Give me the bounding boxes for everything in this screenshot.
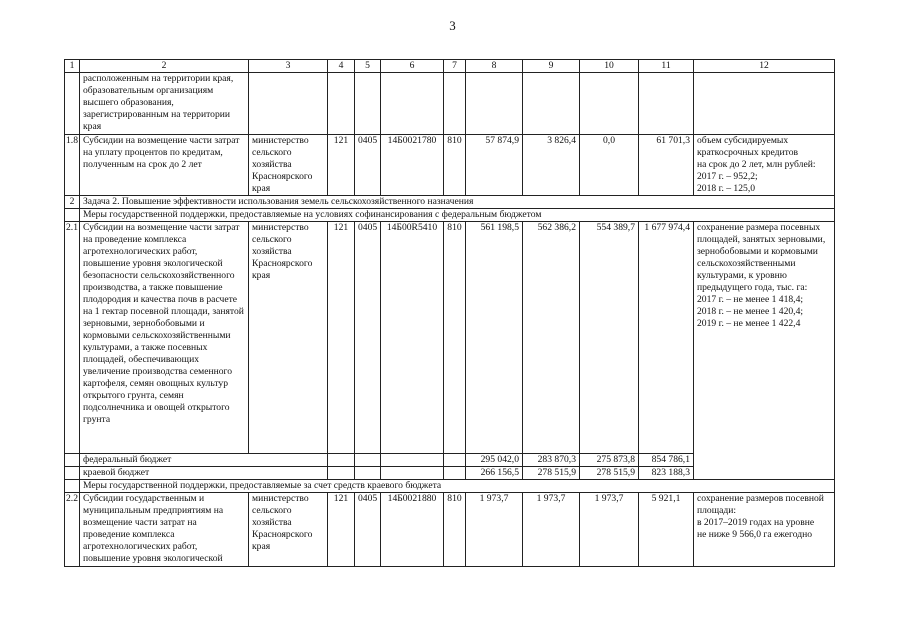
section-row (65, 209, 835, 222)
value-2019: 0,0 (580, 135, 639, 196)
value-total: 854 786,1 (639, 454, 694, 467)
value-2018: 278 515,9 (523, 467, 580, 480)
table-row (65, 135, 835, 196)
col-header: 3 (249, 60, 328, 73)
col-header: 2 (80, 60, 249, 73)
grbs-code: 121 (328, 222, 355, 454)
value-total: 823 188,3 (639, 467, 694, 480)
expected-result: сохранение размера посевных площадей, занятых зерновыми, зернобобовыми и кормовыми сельскохозяйственными культурами, к уровню предыдущего года, тыс. га: 2017 г. – не менее 1 418,4; 2018 г. – не менее 1 420,4; 2019 г. – не менее 1 422,4 (694, 222, 835, 480)
value-2019: 278 515,9 (580, 467, 639, 480)
col-header: 9 (523, 60, 580, 73)
value-2018: 1 973,7 (523, 493, 580, 567)
task-title: Задача 2. Повышение эффективности использования земель сельскохозяйственного назначения (80, 196, 835, 209)
col-header: 10 (580, 60, 639, 73)
col-header: 8 (466, 60, 523, 73)
grbs-code: 121 (328, 493, 355, 567)
col-header: 12 (694, 60, 835, 73)
budget-label: федеральный бюджет (80, 454, 328, 467)
value-2019: 275 873,8 (580, 454, 639, 467)
measure-name: Субсидии на возмещение части затрат на уплату процентов по кредитам, полученным на срок до 2 лет (80, 135, 249, 196)
executor: министерство сельского хозяйства Красноярского края (249, 135, 328, 196)
csr-code: 14Б00R5410 (381, 222, 444, 454)
vr-code: 810 (444, 493, 466, 567)
vr-code: 810 (444, 135, 466, 196)
col-header: 1 (65, 60, 80, 73)
task-number: 2 (65, 196, 80, 209)
section-title: Меры государственной поддержки, предоставляемые за счет средств краевого бюджета (80, 480, 835, 493)
expected-result: сохранение размеров посевной площади: в 2017–2019 годах на уровне не ниже 9 566,0 га ежегодно (694, 493, 835, 567)
col-header: 11 (639, 60, 694, 73)
measure-name: расположенным на территории края, образовательным организациям высшего образования, зарегистрированным на территории края (80, 73, 249, 135)
vr-code: 810 (444, 222, 466, 454)
col-header: 4 (328, 60, 355, 73)
program-measures-table (64, 59, 835, 567)
value-2017: 266 156,5 (466, 467, 523, 480)
measure-name: Субсидии на возмещение части затрат на проведение комплекса агротехнологических работ, повышение уровня экологической безопасности сельскохозяйственного производства, а также повышение плодородия и качества почв в расчете на 1 гектар посевной площади, занятой зерновыми, зернобобовыми и кормовыми сельскохозяйственными культурами, а также посевных площадей, обеспечивающих увеличение производства семенного картофеля, семян овощных культур открытого грунта, семян подсолнечника и овощей открытого грунта (80, 222, 249, 454)
measure-name: Субсидии государственным и муниципальным предприятиям на возмещение части затрат на проведение комплекса агротехнологических работ, повышение уровня экологической (80, 493, 249, 567)
value-2017: 57 874,9 (466, 135, 523, 196)
csr-code: 14Б0021780 (381, 135, 444, 196)
task-row (65, 196, 835, 209)
value-2017: 1 973,7 (466, 493, 523, 567)
row-number: 1.8 (65, 135, 80, 196)
rzpr-code: 0405 (355, 493, 381, 567)
value-2017: 561 198,5 (466, 222, 523, 454)
col-header: 7 (444, 60, 466, 73)
value-2017: 295 042,0 (466, 454, 523, 467)
table-row (65, 493, 835, 567)
executor: министерство сельского хозяйства Красноярского края (249, 222, 328, 454)
value-2018: 3 826,4 (523, 135, 580, 196)
rzpr-code: 0405 (355, 135, 381, 196)
value-total: 5 921,1 (639, 493, 694, 567)
grbs-code: 121 (328, 135, 355, 196)
budget-label: краевой бюджет (80, 467, 328, 480)
value-total: 61 701,3 (639, 135, 694, 196)
table-row (65, 73, 835, 135)
value-total: 1 677 974,4 (639, 222, 694, 454)
rzpr-code: 0405 (355, 222, 381, 454)
section-title: Меры государственной поддержки, предоставляемые на условиях софинансирования с федеральным бюджетом (80, 209, 835, 222)
csr-code: 14Б0021880 (381, 493, 444, 567)
col-header: 6 (381, 60, 444, 73)
value-2018: 562 386,2 (523, 222, 580, 454)
section-row (65, 480, 835, 493)
executor: министерство сельского хозяйства Красноярского края (249, 493, 328, 567)
expected-result: объем субсидируемых краткосрочных кредитов на срок до 2 лет, млн рублей: 2017 г. – 952,2; 2018 г. – 125,0 (694, 135, 835, 196)
table-row (65, 222, 835, 454)
page-number: 3 (449, 18, 456, 33)
col-header: 5 (355, 60, 381, 73)
column-numbers-row (65, 60, 835, 73)
row-number: 2.2 (65, 493, 80, 567)
value-2019: 1 973,7 (580, 493, 639, 567)
row-number: 2.1 (65, 222, 80, 454)
value-2018: 283 870,3 (523, 454, 580, 467)
value-2019: 554 389,7 (580, 222, 639, 454)
